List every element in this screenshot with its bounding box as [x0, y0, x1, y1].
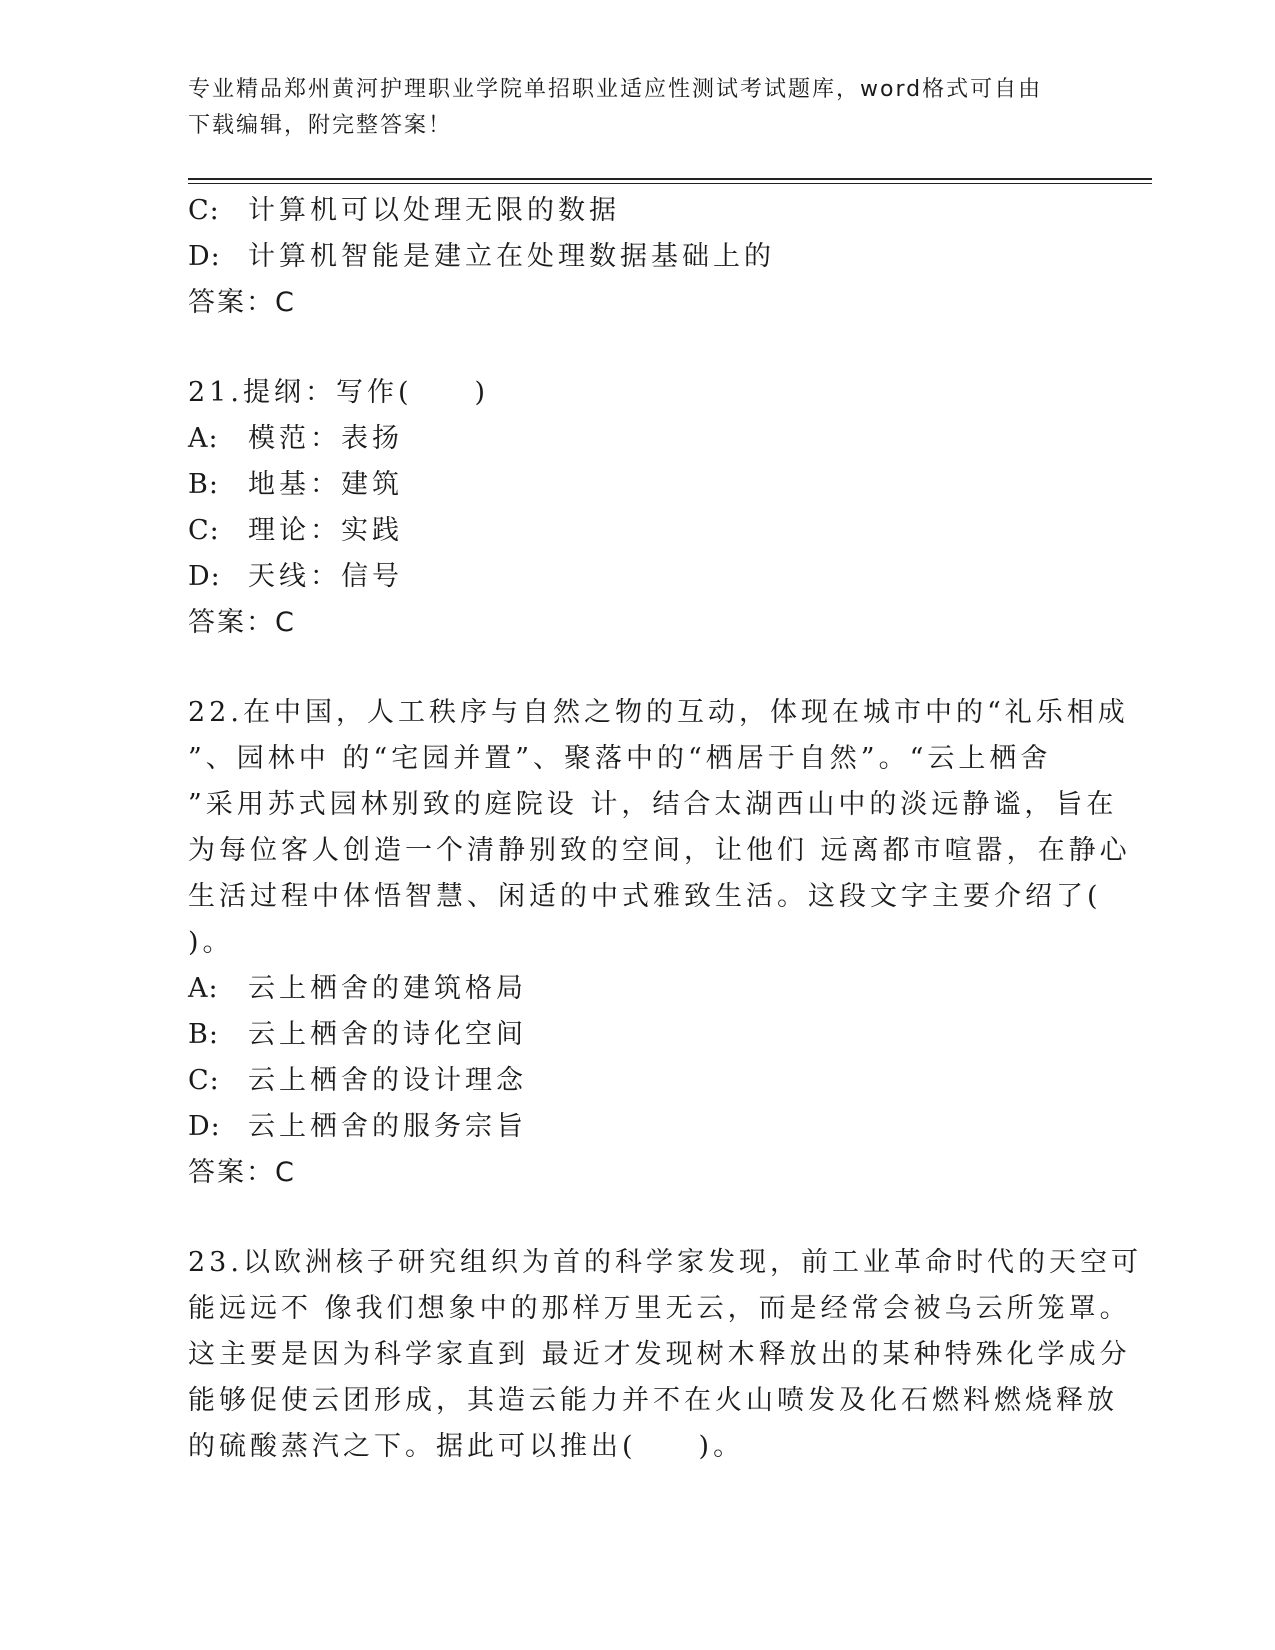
stem-line: ”、园林中 的“宅园并置”、聚落中的“栖居于自然”。“云上栖舍 — [188, 743, 1052, 774]
option-text: 地基：建筑 — [248, 469, 403, 500]
question-stem — [188, 1240, 1142, 1470]
stem-line: 能远远不 像我们想象中的那样万里无云，而是经常会被乌云所笼罩。 — [188, 1293, 1131, 1324]
stem-line: 22.在中国，人工秩序与自然之物的互动，体现在城市中的“礼乐相成 — [188, 697, 1129, 728]
option-text: 理论：实践 — [248, 515, 403, 546]
stem-line: 的硫酸蒸汽之下。据此可以推出( )。 — [188, 1431, 745, 1462]
option-text: 计算机可以处理无限的数据 — [248, 195, 620, 226]
option-c — [188, 188, 1088, 234]
question-content — [188, 188, 1142, 1470]
stem-line: ”采用苏式园林别致的庭院设 计，结合太湖西山中的淡远静谧，旨在 — [188, 789, 1118, 820]
header-line-2: 下载编辑，附完整答案！ — [188, 113, 453, 138]
option-letter: C: — [188, 515, 220, 546]
option-letter: D: — [188, 241, 221, 272]
option-text: 云上栖舍的服务宗旨 — [248, 1111, 527, 1142]
option-letter: B: — [188, 469, 219, 500]
option-a — [188, 966, 1088, 1012]
question-stem — [188, 690, 1131, 966]
option-d — [188, 1104, 1088, 1150]
stem-line: 能够促使云团形成，其造云能力并不在火山喷发及化石燃料燃烧释放 — [188, 1385, 1118, 1416]
option-letter: B: — [188, 1019, 219, 1050]
document-header — [188, 72, 1068, 144]
stem-line: 这主要是因为科学家直到 最近才发现树木释放出的某种特殊化学成分 — [188, 1339, 1131, 1370]
option-letter: A: — [188, 423, 219, 454]
stem-line: 生活过程中体悟智慧、闲适的中式雅致生活。这段文字主要介绍了( — [188, 881, 1102, 912]
option-b — [188, 1012, 1088, 1058]
option-letter: A: — [188, 973, 219, 1004]
option-d — [188, 554, 1088, 600]
option-letter: D: — [188, 561, 221, 592]
question-23 — [188, 1240, 1142, 1470]
option-text: 计算机智能是建立在处理数据基础上的 — [248, 241, 775, 272]
option-text: 云上栖舍的建筑格局 — [248, 973, 527, 1004]
option-c — [188, 1058, 1088, 1104]
option-c — [188, 508, 1088, 554]
option-d — [188, 234, 1088, 280]
option-text: 天线：信号 — [248, 561, 403, 592]
question-stem: 21.提纲：写作( ) — [188, 377, 490, 408]
stem-line: 为每位客人创造一个清静别致的空间，让他们 远离都市喧嚣，在静心 — [188, 835, 1131, 866]
option-letter: D: — [188, 1111, 221, 1142]
option-b — [188, 462, 1088, 508]
header-divider-thick — [188, 178, 1152, 180]
question-21 — [188, 370, 1088, 646]
stem-line: )。 — [188, 927, 234, 958]
option-a — [188, 416, 1088, 462]
option-letter: C: — [188, 1065, 220, 1096]
question-20 — [188, 188, 1088, 326]
header-line-1: 专业精品郑州黄河护理职业学院单招职业适应性测试考试题库，word格式可自由 — [188, 77, 1043, 102]
option-letter: C: — [188, 195, 220, 226]
header-divider-thin — [188, 183, 1152, 184]
option-text: 云上栖舍的诗化空间 — [248, 1019, 527, 1050]
stem-line: 23.以欧洲核子研究组织为首的科学家发现，前工业革命时代的天空可 — [188, 1247, 1142, 1278]
answer-line: 答案：C — [188, 1157, 296, 1188]
option-text: 模范：表扬 — [248, 423, 403, 454]
option-text: 云上栖舍的设计理念 — [248, 1065, 527, 1096]
question-22 — [188, 690, 1131, 1196]
answer-line: 答案：C — [188, 607, 296, 638]
answer-line: 答案：C — [188, 287, 296, 318]
